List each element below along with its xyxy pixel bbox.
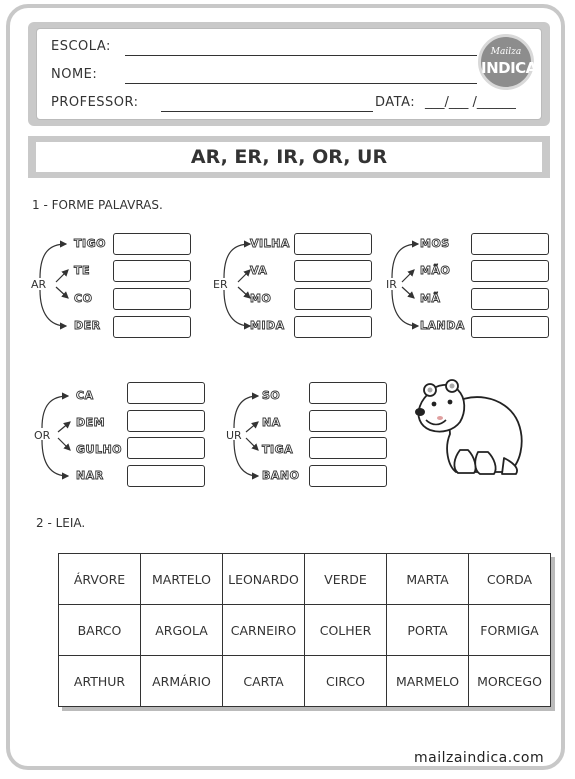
word-table bbox=[58, 553, 551, 707]
prefix-ur: UR bbox=[226, 429, 242, 442]
syllable: MO bbox=[250, 292, 272, 305]
syllable: GULHO bbox=[76, 443, 123, 456]
word-cell: CORDA bbox=[469, 554, 551, 605]
answer-box[interactable] bbox=[113, 233, 191, 255]
answer-box[interactable] bbox=[309, 410, 387, 432]
word-cell: BARCO bbox=[59, 605, 141, 656]
answer-box[interactable] bbox=[309, 437, 387, 459]
site-url: mailzaindica.com bbox=[414, 750, 545, 766]
answer-box[interactable] bbox=[113, 288, 191, 310]
syllable: VILHA bbox=[250, 237, 290, 250]
answer-box[interactable] bbox=[294, 260, 372, 282]
school-label: ESCOLA: bbox=[51, 39, 111, 54]
syllable: DEM bbox=[76, 416, 106, 429]
answer-box[interactable] bbox=[294, 288, 372, 310]
word-cell: LEONARDO bbox=[223, 554, 305, 605]
word-cell: CIRCO bbox=[305, 656, 387, 707]
answer-box[interactable] bbox=[309, 382, 387, 404]
word-cell: PORTA bbox=[387, 605, 469, 656]
answer-box[interactable] bbox=[127, 410, 205, 432]
syllable: VA bbox=[250, 264, 268, 277]
syllable: TIGA bbox=[262, 443, 294, 456]
answer-box[interactable] bbox=[127, 437, 205, 459]
logo-bottom-text: INDICA bbox=[481, 59, 537, 77]
polar-bear-icon bbox=[408, 378, 528, 478]
word-cell: MARMELO bbox=[387, 656, 469, 707]
answer-box[interactable] bbox=[127, 382, 205, 404]
syllable: TE bbox=[74, 264, 91, 277]
answer-box[interactable] bbox=[294, 316, 372, 338]
syllable: MOS bbox=[420, 237, 450, 250]
exercise2-label: 2 - LEIA. bbox=[36, 516, 86, 530]
table-row bbox=[59, 605, 551, 656]
word-cell: MARTELO bbox=[141, 554, 223, 605]
answer-box[interactable] bbox=[113, 316, 191, 338]
page-title: AR, ER, IR, OR, UR bbox=[36, 142, 542, 172]
word-cell: ARTHUR bbox=[59, 656, 141, 707]
syllable: LANDA bbox=[420, 319, 465, 332]
table-row bbox=[59, 656, 551, 707]
answer-box[interactable] bbox=[471, 260, 549, 282]
word-cell: FORMIGA bbox=[469, 605, 551, 656]
table-row bbox=[59, 554, 551, 605]
exercise1-label: 1 - FORME PALAVRAS. bbox=[32, 198, 163, 212]
word-cell: ARGOLA bbox=[141, 605, 223, 656]
word-cell: VERDE bbox=[305, 554, 387, 605]
answer-box[interactable] bbox=[471, 233, 549, 255]
word-cell: COLHER bbox=[305, 605, 387, 656]
answer-box[interactable] bbox=[294, 233, 372, 255]
word-cell: ARMÁRIO bbox=[141, 656, 223, 707]
answer-box[interactable] bbox=[113, 260, 191, 282]
name-label: NOME: bbox=[51, 67, 98, 82]
prefix-or: OR bbox=[34, 429, 51, 442]
syllable: TIGO bbox=[74, 237, 106, 250]
prefix-ar: AR bbox=[31, 278, 47, 291]
logo-top-text: Mailza bbox=[490, 47, 522, 57]
answer-box[interactable] bbox=[471, 316, 549, 338]
syllable: SO bbox=[262, 389, 281, 402]
prefix-er: ER bbox=[213, 278, 228, 291]
syllable: MÃO bbox=[420, 264, 451, 277]
syllable: NA bbox=[262, 416, 281, 429]
syllable: DER bbox=[74, 319, 101, 332]
syllable: MÃ bbox=[420, 292, 441, 305]
answer-box[interactable] bbox=[127, 465, 205, 487]
answer-box[interactable] bbox=[471, 288, 549, 310]
syllable: CA bbox=[76, 389, 94, 402]
syllable: CO bbox=[74, 292, 93, 305]
teacher-label: PROFESSOR: bbox=[51, 95, 139, 110]
word-cell: CARNEIRO bbox=[223, 605, 305, 656]
word-cell: ÁRVORE bbox=[59, 554, 141, 605]
answer-box[interactable] bbox=[309, 465, 387, 487]
date-field[interactable]: ___/___ /______ bbox=[425, 95, 516, 110]
date-label: DATA: bbox=[375, 95, 416, 110]
word-cell: MORCEGO bbox=[469, 656, 551, 707]
syllable: NAR bbox=[76, 469, 104, 482]
word-cell: MARTA bbox=[387, 554, 469, 605]
prefix-ir: IR bbox=[386, 278, 397, 291]
word-cell: CARTA bbox=[223, 656, 305, 707]
syllable: MIDA bbox=[250, 319, 285, 332]
syllable: BANO bbox=[262, 469, 300, 482]
